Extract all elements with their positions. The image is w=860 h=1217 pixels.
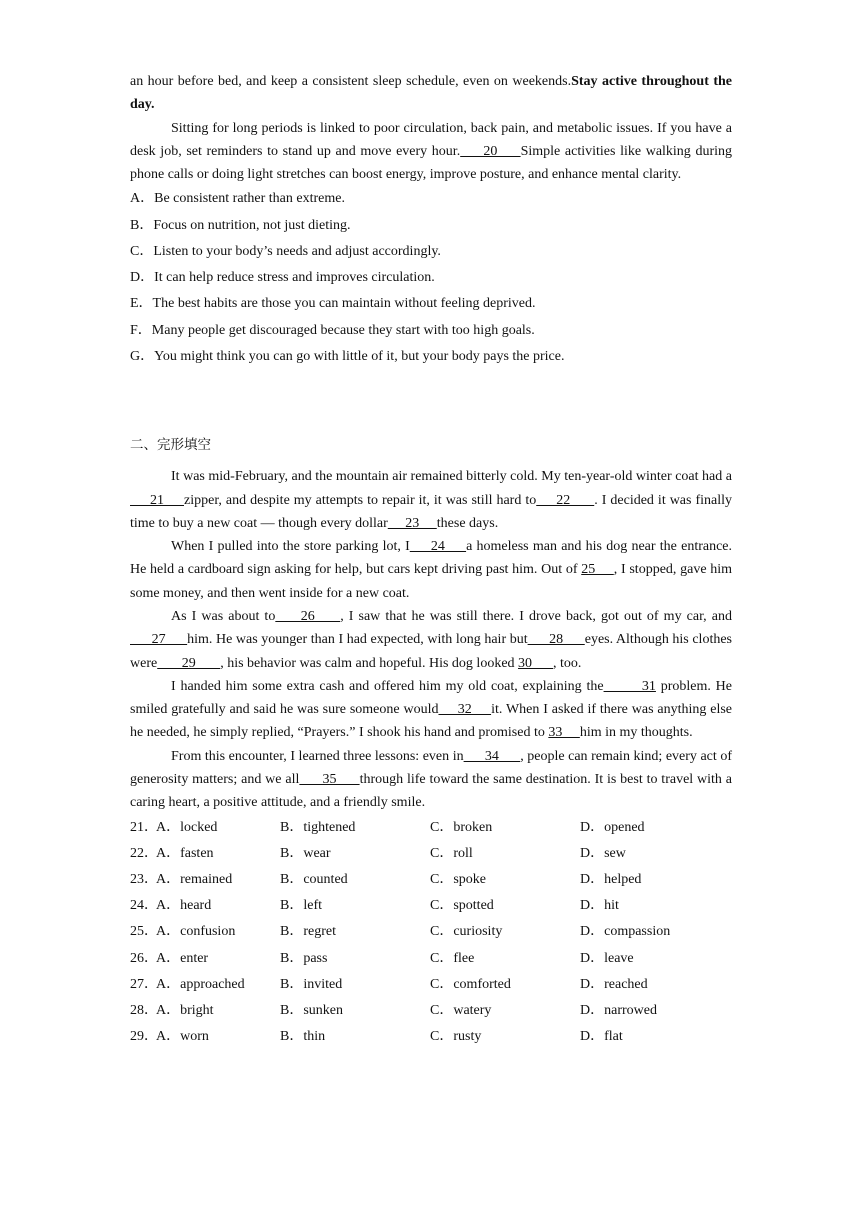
- cloze-paragraph-4: [130, 675, 732, 745]
- question-row: [130, 815, 732, 841]
- question-row: [130, 972, 732, 998]
- choice-c: C．watery: [430, 1002, 492, 1018]
- option-g: G．You might think you can go with little of it, but your body pays the price.: [130, 348, 565, 364]
- choice-b: B．wear: [280, 845, 331, 861]
- choice-b: B．tightened: [280, 819, 356, 835]
- document-page: [130, 70, 732, 1050]
- choice-d: D．compassion: [580, 924, 671, 940]
- choice-d: D．narrowed: [580, 1002, 657, 1018]
- question-number: 26．: [130, 950, 158, 966]
- blank-35: 35: [299, 772, 360, 788]
- blank-22: 22: [536, 492, 595, 508]
- choice-d: D．opened: [580, 819, 645, 835]
- choice-c: C．broken: [430, 819, 493, 835]
- blank-24: 24: [409, 539, 467, 555]
- cloze-text: When I pulled into the store parking lot, I: [171, 539, 410, 555]
- question-number: 27．: [130, 976, 158, 992]
- choice-b: B．left: [280, 898, 322, 914]
- choice-a: A．enter: [156, 950, 209, 966]
- cloze-text: a homeless man and his dog near the entrance. He held a cardboard sign asking for help, but cars kept driving past him. Out of: [130, 539, 733, 578]
- option-f: F．Many people get discouraged because they start with too high goals.: [130, 322, 535, 338]
- blank-26: 26: [275, 608, 341, 624]
- question-row: [130, 841, 732, 867]
- cloze-text: , his behavior was calm and hopeful. His dog looked: [220, 655, 515, 671]
- choice-a: A．confusion: [156, 924, 236, 940]
- cloze-text: problem. He smiled gratefully and said he was sure someone would: [130, 678, 732, 718]
- choice-a: A．locked: [156, 819, 218, 835]
- option-d: D．It can help reduce stress and improves circulation.: [130, 270, 435, 286]
- blank-27: 27: [130, 632, 188, 648]
- choice-d: D．helped: [580, 872, 642, 888]
- reading-text: an hour before bed, and keep a consistent sleep schedule, even on weekends.: [130, 74, 572, 89]
- choice-b: B．counted: [280, 872, 348, 888]
- question-row: [130, 919, 732, 945]
- choice-d: D．sew: [580, 845, 626, 861]
- choice-a: A．remained: [156, 872, 233, 888]
- option-a: A．Be consistent rather than extreme.: [130, 191, 345, 207]
- choice-c: C．flee: [430, 950, 475, 966]
- cloze-text: him in my thoughts.: [579, 725, 693, 741]
- choice-b: B．invited: [280, 976, 343, 992]
- reading-paragraph-tail: [130, 70, 732, 117]
- cloze-text: It was mid-February, and the mountain air remained bitterly cold. My ten-year-old winter coat had a: [171, 469, 732, 485]
- reading-subheading: Stay active throughout the day.: [130, 74, 732, 113]
- cloze-text: zipper, and despite my attempts to repair it, it was still hard to: [184, 492, 537, 508]
- cloze-text: , people can remain kind; every act of generosity matters; and we all: [130, 748, 732, 788]
- choice-d: D．reached: [580, 976, 648, 992]
- blank-31: 31: [603, 678, 656, 694]
- question-number: 25．: [130, 924, 158, 940]
- cloze-text: , I stopped, gave him some money, and then went inside for a new coat.: [130, 562, 733, 601]
- choice-d: D．hit: [580, 898, 619, 914]
- choice-c: C．roll: [430, 845, 473, 861]
- option-c: C．Listen to your body’s needs and adjust accordingly.: [130, 243, 441, 259]
- option-e: E．The best habits are those you can maintain without feeling deprived.: [130, 296, 536, 312]
- cloze-text: it. When I asked if there was anything else he needed, he simply replied, “Prayers.” I shook his hand and promised to: [130, 702, 732, 741]
- option-b: B．Focus on nutrition, not just dieting.: [130, 217, 351, 233]
- question-number: 22．: [130, 845, 158, 861]
- blank-23: 23: [387, 515, 437, 531]
- choice-c: C．rusty: [430, 1029, 482, 1045]
- blank-25: 25: [581, 562, 614, 578]
- reading-paragraph: [130, 117, 732, 187]
- cloze-text: I handed him some extra cash and offered him my old coat, explaining the: [171, 678, 604, 694]
- choice-d: D．leave: [580, 950, 634, 966]
- question-list: [130, 815, 732, 1051]
- question-number: 23．: [130, 872, 158, 888]
- cloze-paragraph-2: [130, 535, 732, 605]
- choice-c: C．spotted: [430, 898, 494, 914]
- question-row: [130, 998, 732, 1024]
- cloze-text: As I was about to: [171, 608, 276, 624]
- reading-text: Sitting for long periods is linked to poor circulation, back pain, and metabolic issues. If you have a desk job, set reminders to stand up and move every hour.: [130, 120, 732, 159]
- blank-32: 32: [438, 702, 492, 718]
- choice-d: D．flat: [580, 1029, 623, 1045]
- cloze-text: him. He was younger than I had expected, with long hair but: [187, 632, 528, 648]
- choice-c: C．comforted: [430, 976, 511, 992]
- cloze-paragraph-1: [130, 465, 732, 535]
- cloze-text: through life toward the same destination. It is best to travel with a caring heart, a positive attitude, and a friendly smile.: [130, 772, 732, 811]
- cloze-paragraph-3: [130, 605, 732, 675]
- choice-a: A．heard: [156, 898, 212, 914]
- choice-a: A．worn: [156, 1029, 209, 1045]
- blank-30: 30: [518, 655, 554, 671]
- question-row: [130, 1024, 732, 1050]
- choice-a: A．approached: [156, 976, 245, 992]
- choice-a: A．bright: [156, 1002, 214, 1018]
- reading-text: Simple activities like walking during phone calls or doing light stretches can boost energy, improve posture, and enhance mental clarity.: [130, 143, 733, 183]
- cloze-text: . I decided it was finally time to buy a new coat — though every dollar: [130, 492, 733, 531]
- blank-21: 21: [130, 492, 184, 508]
- choice-b: B．pass: [280, 950, 328, 966]
- question-row: [130, 893, 732, 919]
- question-number: 28．: [130, 1002, 158, 1018]
- question-row: [130, 867, 732, 893]
- blank-34: 34: [463, 748, 521, 764]
- section-title: 二、完形填空: [130, 436, 211, 453]
- blank-28: 28: [527, 632, 585, 648]
- choice-b: B．regret: [280, 924, 336, 940]
- choice-b: B．sunken: [280, 1002, 343, 1018]
- choice-a: A．fasten: [156, 845, 214, 861]
- blank-29: 29: [157, 655, 221, 671]
- blank-20: 20: [460, 143, 521, 159]
- cloze-text: From this encounter, I learned three lessons: even in: [171, 748, 464, 764]
- question-number: 29．: [130, 1029, 158, 1045]
- cloze-text: eyes. Although his clothes were: [130, 632, 733, 671]
- reading-options: [130, 186, 732, 369]
- cloze-paragraph-5: [130, 745, 732, 815]
- cloze-text: , I saw that he was still there. I drove back, got out of my car, and: [340, 608, 732, 624]
- choice-c: C．curiosity: [430, 924, 503, 940]
- question-number: 21．: [130, 819, 158, 835]
- blank-33: 33: [548, 725, 580, 741]
- cloze-text: , too.: [553, 655, 582, 671]
- cloze-text: these days.: [436, 515, 499, 531]
- question-row: [130, 946, 732, 972]
- choice-c: C．spoke: [430, 872, 486, 888]
- question-number: 24．: [130, 898, 158, 914]
- choice-b: B．thin: [280, 1029, 326, 1045]
